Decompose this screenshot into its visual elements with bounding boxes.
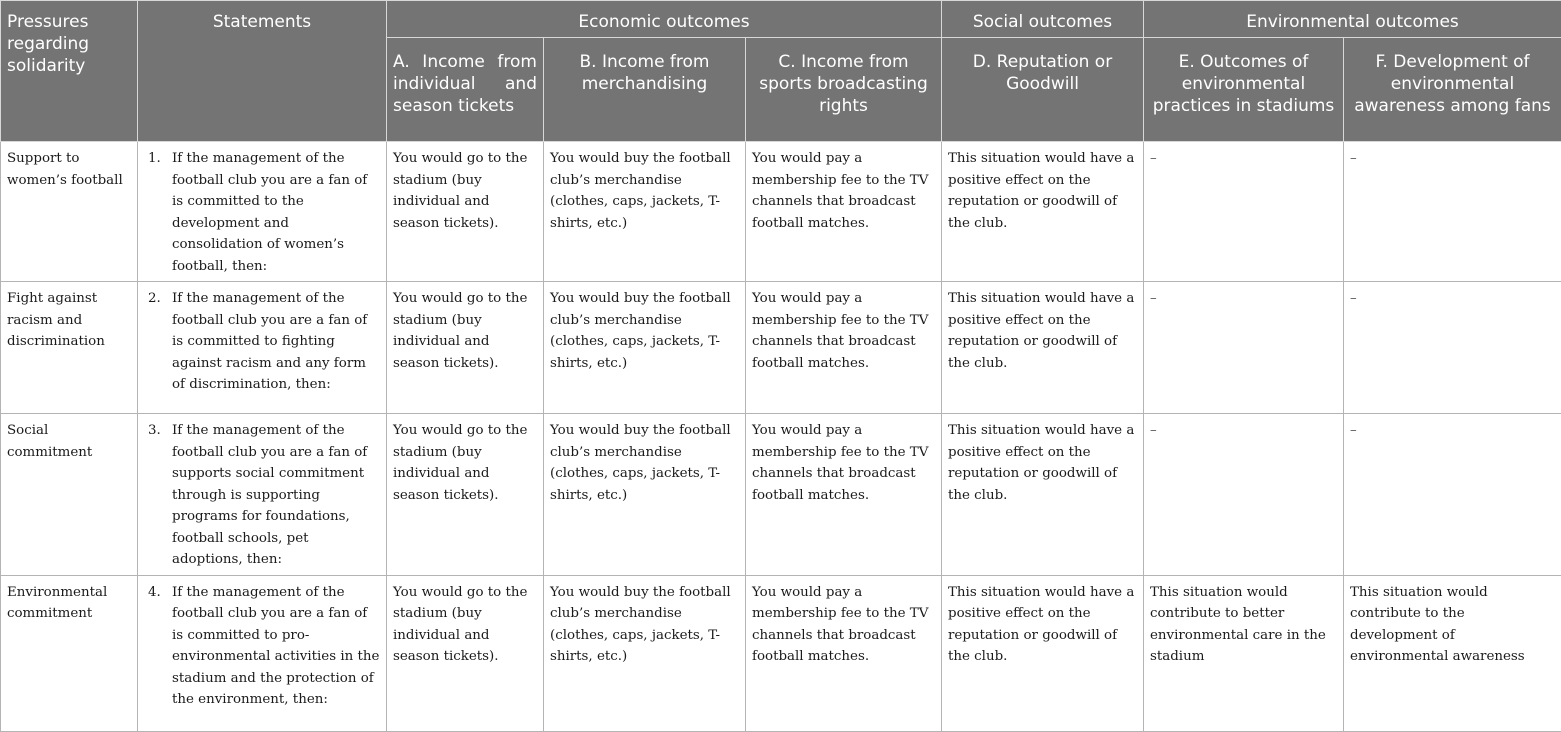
cell-d: This situation would have a positive effect on the reputation or goodwill of the club. [942, 575, 1144, 731]
table-row [1, 282, 1561, 414]
header-col-c: C. Income from sports broadcasting rights [746, 38, 942, 142]
statement-number: 1. [144, 148, 172, 277]
cell-statement [138, 282, 387, 414]
cell-pressure: Support to women’s football [1, 142, 138, 282]
table-body [1, 142, 1561, 732]
cell-pressure: Fight against racism and discrimination [1, 282, 138, 414]
cell-c: You would pay a membership fee to the TV channels that broadcast football matches. [746, 282, 942, 414]
header-row-groups [1, 1, 1561, 38]
cell-b: You would buy the football club’s merchandise (clothes, caps, jackets, T-shirts, etc.) [544, 142, 746, 282]
cell-f: – [1344, 282, 1561, 414]
cell-f: – [1344, 142, 1561, 282]
statement-text: If the management of the football club you are a fan of supports social commitment through is supporting programs for foundations, football schools, pet adoptions, then: [172, 420, 380, 571]
cell-statement [138, 575, 387, 731]
header-environmental-outcomes: Environmental outcomes [1144, 1, 1561, 38]
header-col-e: E. Outcomes of environmental practices in stadiums [1144, 38, 1344, 142]
cell-d: This situation would have a positive effect on the reputation or goodwill of the club. [942, 414, 1144, 576]
cell-a: You would go to the stadium (buy individual and season tickets). [387, 575, 544, 731]
statement-number: 4. [144, 582, 172, 711]
cell-e: – [1144, 414, 1344, 576]
cell-b: You would buy the football club’s merchandise (clothes, caps, jackets, T-shirts, etc.) [544, 575, 746, 731]
cell-pressure: Environmental commitment [1, 575, 138, 731]
header-social-outcomes: Social outcomes [942, 1, 1144, 38]
statement-number: 2. [144, 288, 172, 396]
cell-statement [138, 414, 387, 576]
cell-e: – [1144, 282, 1344, 414]
header-col-d: D. Reputation or Goodwill [942, 38, 1144, 142]
cell-c: You would pay a membership fee to the TV channels that broadcast football matches. [746, 575, 942, 731]
header-col-b: B. Income from merchandising [544, 38, 746, 142]
cell-f: This situation would contribute to the development of environmental awareness [1344, 575, 1561, 731]
cell-f: – [1344, 414, 1561, 576]
table-row [1, 575, 1561, 731]
header-statements: Statements [138, 1, 387, 142]
cell-statement [138, 142, 387, 282]
cell-c: You would pay a membership fee to the TV channels that broadcast football matches. [746, 142, 942, 282]
cell-c: You would pay a membership fee to the TV channels that broadcast football matches. [746, 414, 942, 576]
cell-a: You would go to the stadium (buy individual and season tickets). [387, 142, 544, 282]
cell-e: – [1144, 142, 1344, 282]
cell-a: You would go to the stadium (buy individual and season tickets). [387, 414, 544, 576]
statement-number: 3. [144, 420, 172, 571]
cell-d: This situation would have a positive effect on the reputation or goodwill of the club. [942, 142, 1144, 282]
cell-d: This situation would have a positive effect on the reputation or goodwill of the club. [942, 282, 1144, 414]
table-header [1, 1, 1561, 142]
table-row [1, 142, 1561, 282]
header-col-a: A. Income from individual and season tickets [387, 38, 544, 142]
cell-b: You would buy the football club’s merchandise (clothes, caps, jackets, T-shirts, etc.) [544, 282, 746, 414]
table-row [1, 414, 1561, 576]
statement-text: If the management of the football club you are a fan of is committed to the development and consolidation of women’s football, then: [172, 148, 380, 277]
statement-text: If the management of the football club you are a fan of is committed to fighting against racism and any form of discrimination, then: [172, 288, 380, 396]
statement-text: If the management of the football club you are a fan of is committed to pro-environmental activities in the stadium and the protection of the environment, then: [172, 582, 380, 711]
cell-b: You would buy the football club’s merchandise (clothes, caps, jackets, T-shirts, etc.) [544, 414, 746, 576]
cell-pressure: Social commitment [1, 414, 138, 576]
header-pressures: Pressures regarding solidarity [1, 1, 138, 142]
cell-a: You would go to the stadium (buy individual and season tickets). [387, 282, 544, 414]
header-col-f: F. Development of environmental awareness among fans [1344, 38, 1561, 142]
header-economic-outcomes: Economic outcomes [387, 1, 942, 38]
cell-e: This situation would contribute to better environmental care in the stadium [1144, 575, 1344, 731]
